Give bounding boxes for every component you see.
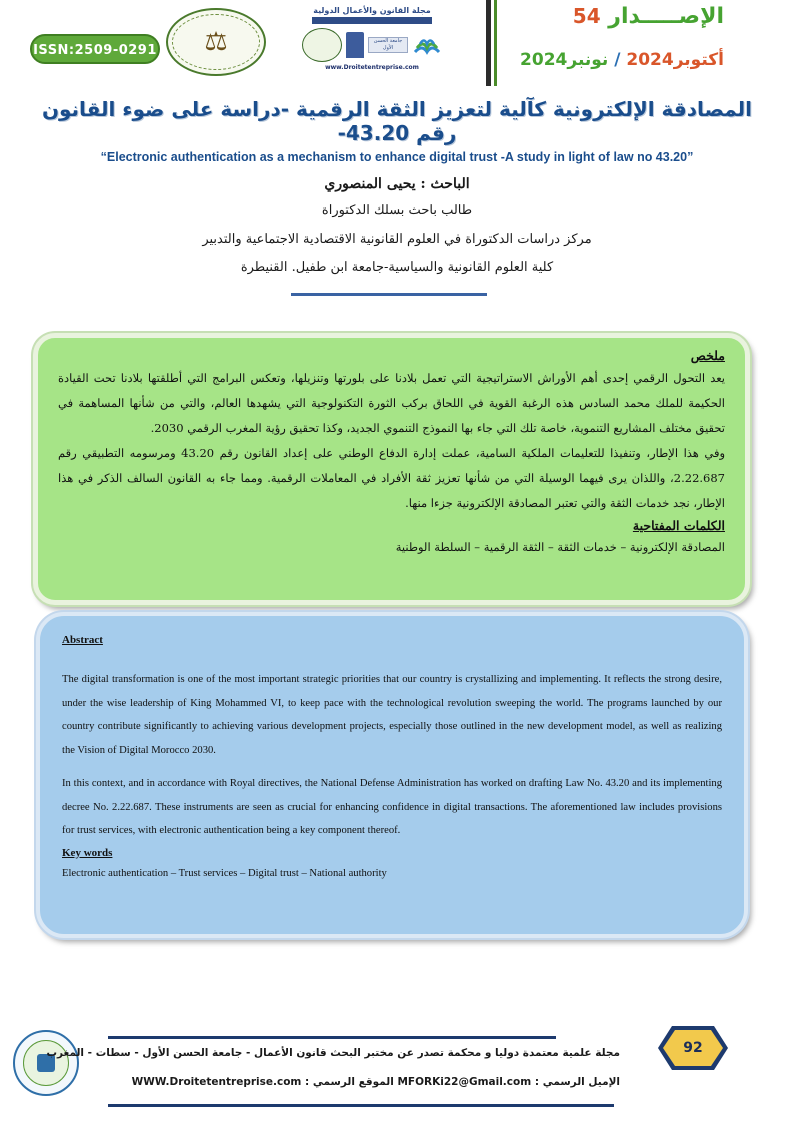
abstract-arabic-paragraph-1: يعد التحول الرقمي إحدى أهم الأوراش الاستراتيجية التي تعمل بلادنا على بلورتها وتنزيلها، وتعكس البرامج التي أطلقتها بلادنا تحت القيادة الحكيمة للملك محمد السادس هذه الرغبة القوية في اللحاق بركب الثورة التكنولوجية التي يشهدها العالم، والتي من شأنها المساهمة في تحقيق مختلف المشاريع التنموية، خاصة تلك التي جاء بها النموذج التنموي الجديد، وكذا تحقيق رؤية المغرب الرقمي 2030. [58,371,725,435]
issue-date-month-1: أكتوبر2024 [626,50,724,70]
footer-divider-top [108,1036,556,1039]
issue-date [520,50,724,70]
issue-label [573,4,724,29]
lab-emblem-icon [302,28,342,62]
keywords-english-heading: Key words [62,846,113,859]
author-name: الباحث : يحيى المنصوري [324,176,470,192]
keywords-arabic: المصادقة الإلكترونية – خدمات الثقة – الثقة الرقمية – السلطة الوطنية [395,540,725,554]
journal-seal-icon [13,1030,79,1096]
footer-divider-bottom [108,1104,614,1107]
abstract-english-box [36,612,748,938]
article-title-english: “Electronic authentication as a mechanism to enhance digital trust -A study in light of law no 43.20” [100,150,694,164]
author-center: مركز دراسات الدكتوراة في العلوم القانونية الاقتصادية الاجتماعية والتدبير [202,232,592,247]
author-faculty: كلية العلوم القانونية والسياسية-جامعة ابن طفيل. القنيطرة [240,260,554,275]
journal-logo-row [302,28,442,62]
footer-contact: الإميل الرسمي : MFORKi22@Gmail.com الموقع الرسمي : WWW.Droitetentreprise.com [131,1076,620,1088]
journal-logo [282,6,462,72]
footer-journal-info: مجلة علمية معتمدة دوليا و محكمة تصدر عن مختبر البحث قانون الأعمال - جامعة الحسن الأول - سطات - المغرب [46,1047,620,1059]
journal-logo-url: www.Droitetentreprise.com [325,64,419,71]
issn-badge: ISSN:2509-0291 [30,34,160,64]
issue-number: 54 [572,4,601,28]
abstract-english-heading: Abstract [62,634,103,646]
header-divider-dark [486,0,491,86]
header-divider-green [494,0,497,86]
author-status: طالب باحث بسلك الدكتوراة [321,203,473,218]
page-number: 92 [683,1040,703,1056]
abstract-arabic-heading: ملخص [690,348,725,363]
keywords-arabic-heading: الكلمات المفتاحية [632,518,725,533]
university-label: جامعة الحسن الأول [368,37,408,53]
lab-logo-ring [172,14,260,70]
lab-logo [166,8,266,76]
tower-icon [346,32,364,58]
abstract-english-paragraph-1: The digital transformation is one of the most important strategic priorities that our country is crystallizing and implementing. It reflects the strong desire, under the wise leadership of King Mohammed VI, to keep pace with the technological revolution sweeping the world. The programs launched by our country contribute significantly to achieving various development projects, especially those outlined in the new development model, as well as realizing the Vision of Digital Morocco 2030. [62,674,722,756]
abstract-arabic-box [33,333,750,605]
journal-logo-band [312,17,432,24]
issue-date-month-2: نونبر2024 [520,50,609,70]
keywords-english: Electronic authentication – Trust services – Digital trust – National authority [62,867,387,879]
issue-date-separator: / [614,50,621,70]
abstract-arabic-paragraph-2: وفي هذا الإطار، وتنفيذا للتعليمات الملكية السامية، عملت إدارة الدفاع الوطني على إعداد القانون رقم 43.20 ومرسومه التطبيقي رقم 2.22.687، واللذان يرى فيهما الوسيلة التي من شأنها تعزيز ثقة الأفراد في المعاملات الرقمية. ومما جاء به القانون السالف الذكر في هذا الإطار، نجد خدمات الثقة والتي تعتبر المصادقة الإلكترونية جزءا منها. [58,446,726,510]
abstract-english-paragraph-2: In this context, and in accordance with Royal directives, the National Defense Administration has worked on drafting Law No. 43.20 and its implementing decree No. 2.22.687. These instruments are seen as crucial for enhancing confidence in digital transactions. The aforementioned law includes provisions for trust services, with electronic authentication being a key component thereof. [62,778,722,836]
open-book-icon [412,30,442,60]
title-divider [291,293,487,296]
article-title-arabic: المصادقة الإلكترونية كآلية لتعزيز الثقة الرقمية -دراسة على ضوء القانون رقم 43.20- [41,97,753,145]
journal-logo-name: مجلة القانون والأعمال الدولية [313,6,431,15]
scales-icon: ⚖ [204,27,228,57]
issue-word: الإصـــــدار [608,4,724,29]
